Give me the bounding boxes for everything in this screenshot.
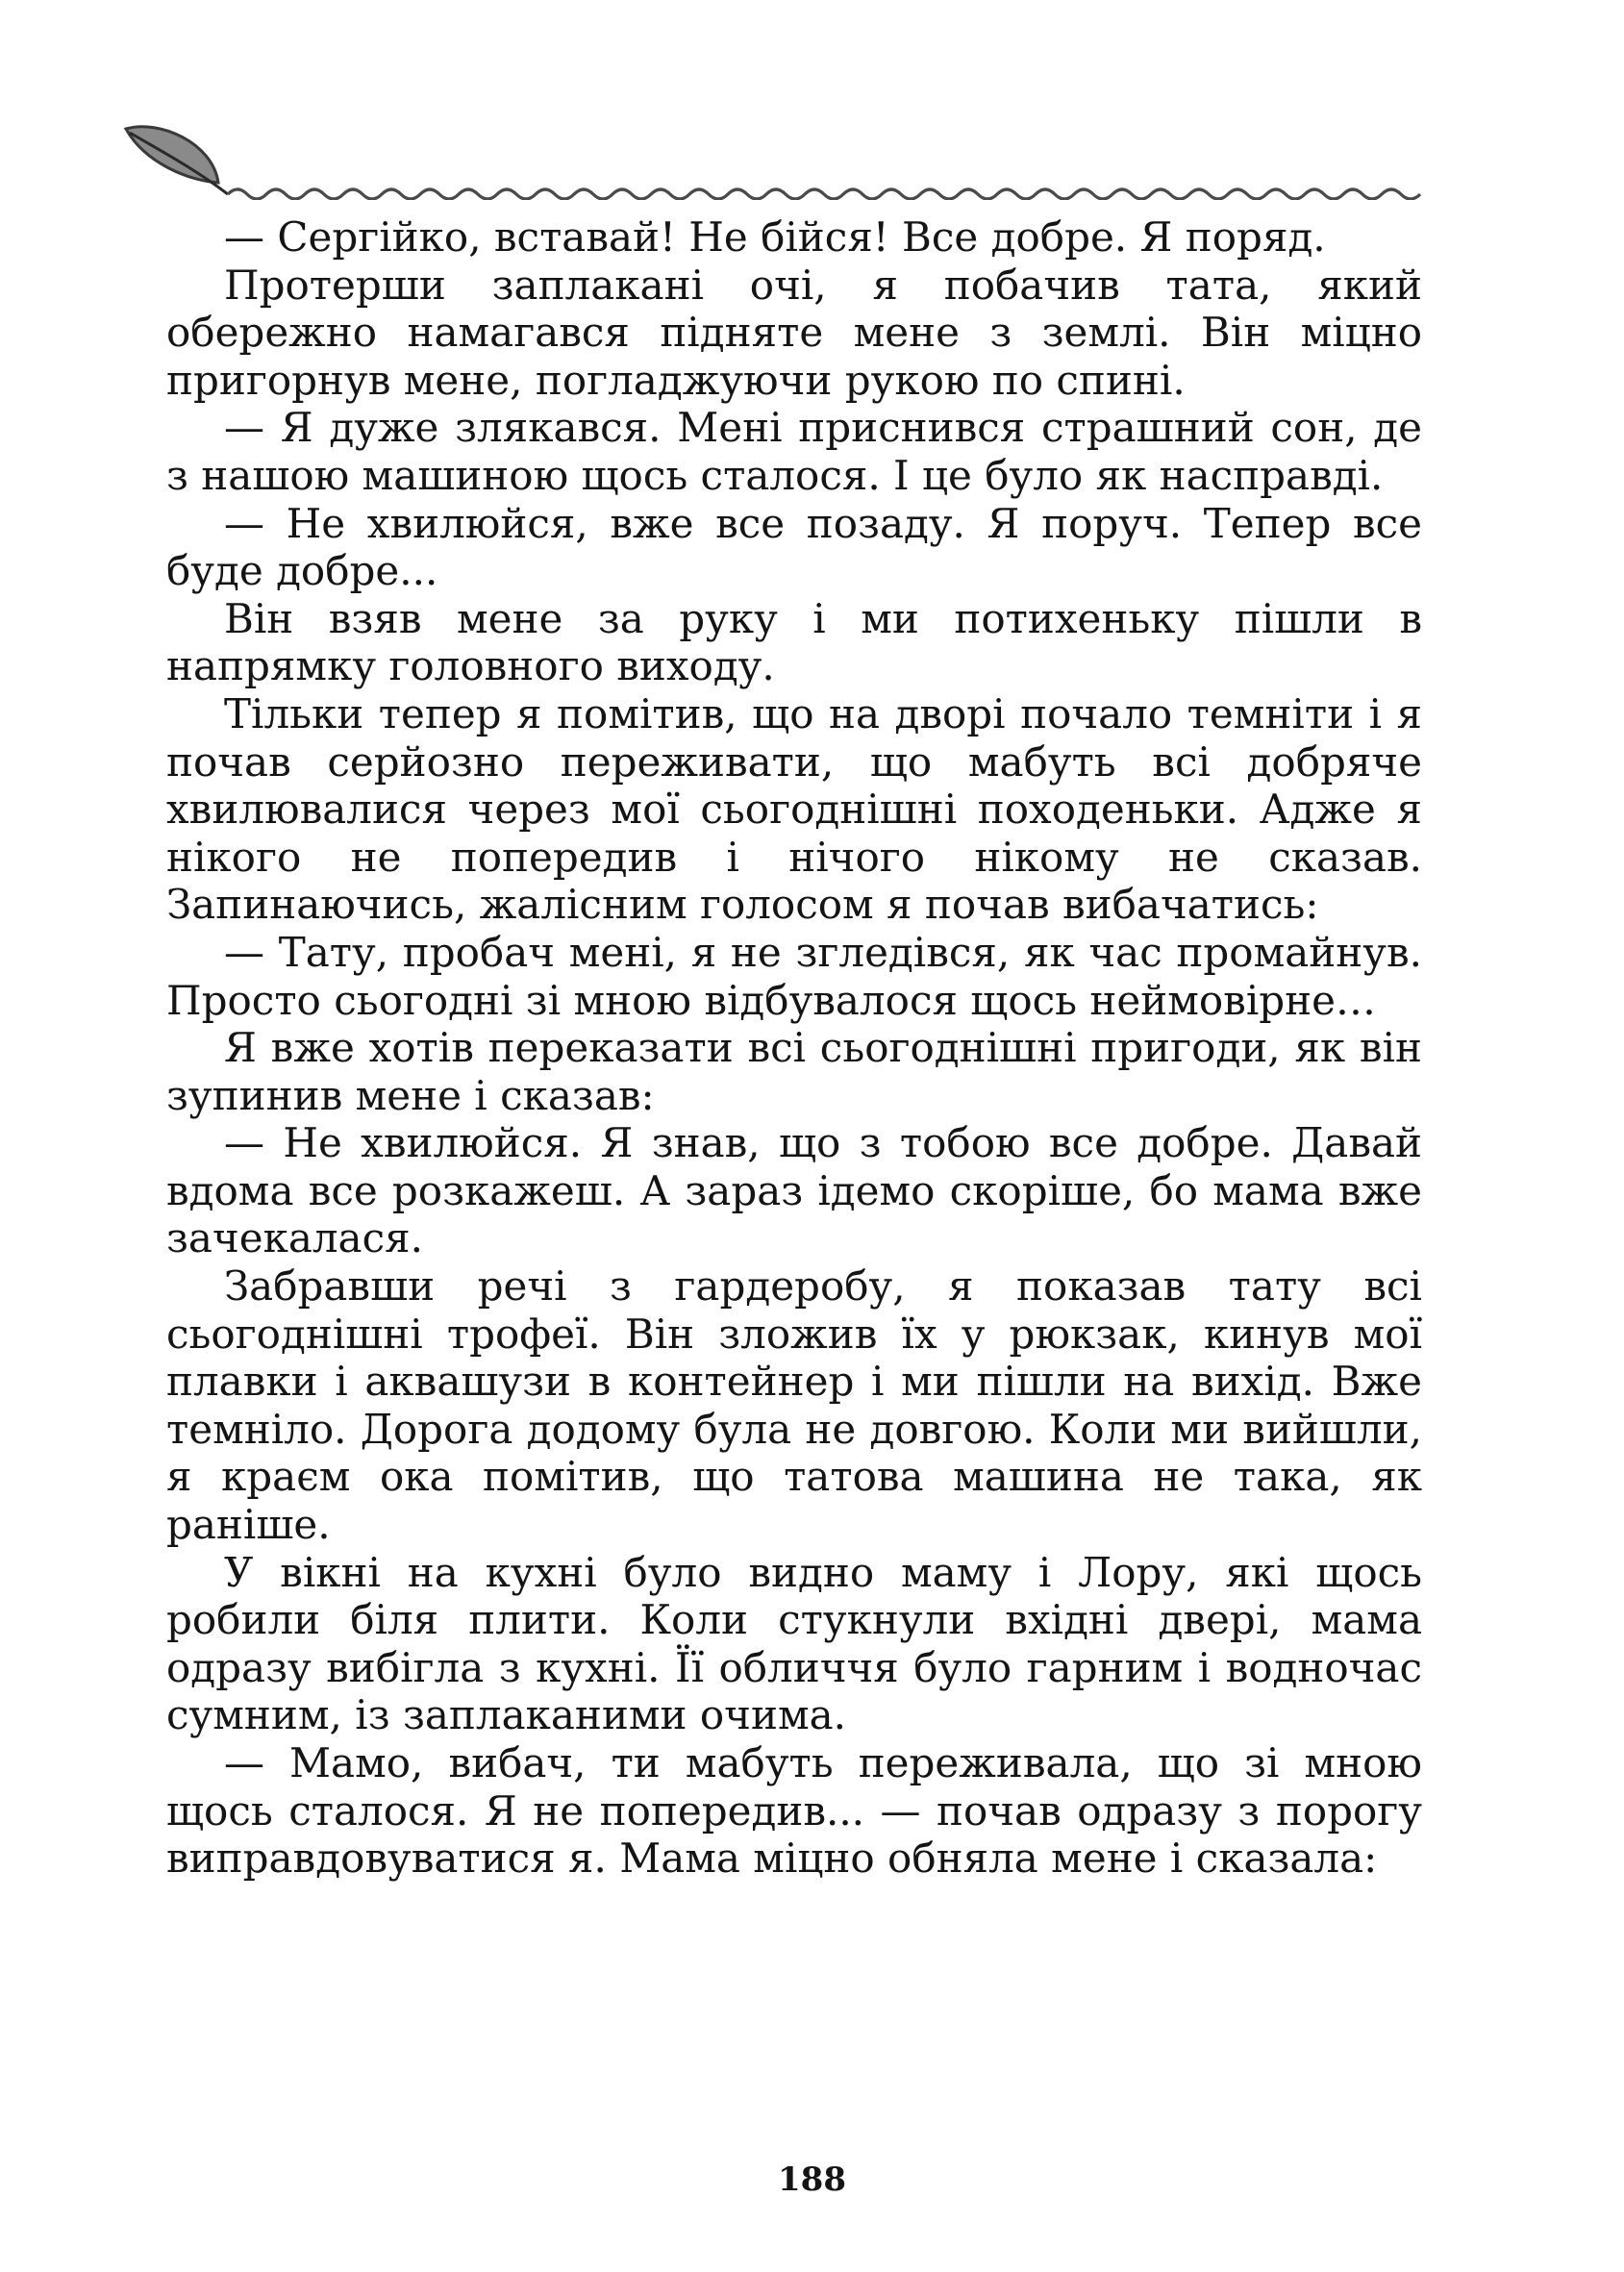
paragraph: Забравши речі з гардеробу, я показав тату всі сьогоднішні трофеї. Він зложив їх у рюкзак, кинув мої плавки і аквашузи в контейнер і ми пішли на вихід. Вже темніло. Дорога додому була не довгою. Коли ми вийшли, я краєм ока помітив, що татова машина не така, як раніше. bbox=[166, 1262, 1422, 1549]
paragraph: — Не хвилюйся, вже все позаду. Я поруч. Тепер все буде добре... bbox=[166, 499, 1422, 595]
paragraph: Протерши заплакані очі, я побачив тата, який обережно намагався підняте мене з землі. Він міцно пригорнув мене, погладжуючи рукою по спині. bbox=[166, 261, 1422, 404]
paragraph: — Тату, пробач мені, я не згледівся, як час промайнув. Просто сьогодні зі мною відбувалося щось неймовірне… bbox=[166, 928, 1422, 1024]
paragraph: Він взяв мене за руку і ми потихеньку пішли в напрямку головного виходу. bbox=[166, 594, 1422, 690]
paragraph: — Мамо, вибач, ти мабуть переживала, що зі мною щось сталося. Я не попередив... — почав одразу з порогу виправдовуватися я. Мама міцно обняла мене і сказала: bbox=[166, 1739, 1422, 1883]
paragraph: — Я дуже злякався. Мені приснився страшний сон, де з нашою машиною щось сталося. І це було як насправді. bbox=[166, 404, 1422, 499]
paragraph: У вікні на кухні було видно маму і Лору, які щось робили біля плити. Коли стукнули вхідні двері, мама одразу вибігла з кухні. Її обличчя було гарним і водночас сумним, із заплаканими очима. bbox=[166, 1548, 1422, 1739]
wavy-divider bbox=[228, 189, 1420, 199]
feather-wave-ornament bbox=[120, 113, 1428, 200]
paragraph: — Сергійко, вставай! Не бійся! Все добре. Я поряд. bbox=[224, 213, 1326, 261]
paragraph: Тільки тепер я помітив, що на дворі почало темніти і я почав серйозно переживати, що мабуть всі добряче хвилювалися через мої сьогоднішні походеньки. Адже я нікого не попередив і нічого нікому не сказав. Запинаючись, жалісним голосом я почав вибачатись: bbox=[166, 689, 1422, 929]
paragraph: Я вже хотів переказати всі сьогоднішні пригоди, як він зупинив мене і сказав: bbox=[166, 1024, 1422, 1119]
page-number: 188 bbox=[778, 2160, 846, 2199]
feather-quill-icon bbox=[126, 127, 228, 194]
paragraph: — Не хвилюйся. Я знав, що з тобою все добре. Давай вдома все розкажеш. А зараз ідемо скоріше, бо мама вже зачекалася. bbox=[166, 1119, 1422, 1262]
body-text bbox=[166, 213, 1422, 1883]
